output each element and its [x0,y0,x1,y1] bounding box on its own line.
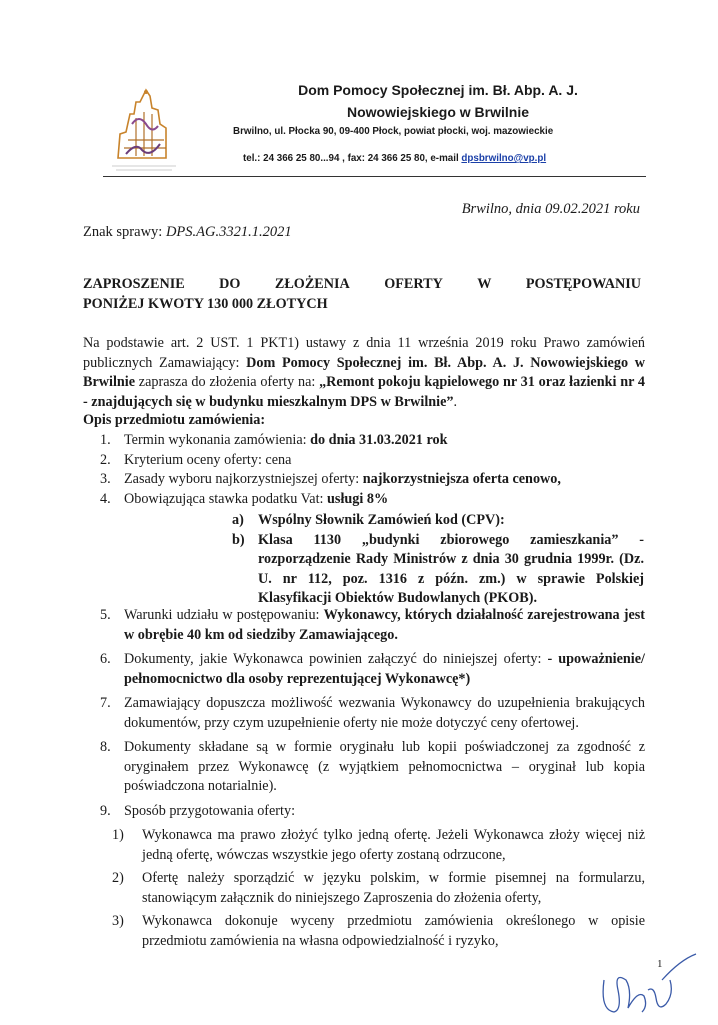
item-text: Sposób przygotowania oferty: [124,802,296,819]
item-text: Obowiązująca stawka podatku Vat: [124,490,328,507]
email-link[interactable]: dpsbrwilno@vp.pl [461,153,547,164]
title-word: ZŁOŻENIA [274,276,350,292]
document-title-line2: PONIŻEJ KWOTY 130 000 ZŁOTYCH [83,296,328,312]
sub9-list [112,826,645,951]
place-date: Brwilno, dnia 09.02.2021 roku [461,201,640,217]
item-text: Zasady wyboru najkorzystniejszej oferty: [124,471,363,487]
item-number: 3. [100,471,111,487]
sub9-number: 2) [112,870,124,886]
list-item [100,738,645,797]
institution-name-line2: Nowowiejskiego w Brwilnie [346,104,530,120]
sub9-number: 3) [112,913,124,929]
item-text: Kryterium oceny oferty: cena [124,451,292,468]
intro-end: . [453,393,458,410]
title-word: ZAPROSZENIE [83,276,185,292]
item-number: 7. [100,695,111,711]
case-label: Znak sprawy: [83,224,166,240]
case-number [83,224,292,241]
title-word: DO [219,276,241,292]
item-text: Dokumenty, jakie Wykonawca powinien załączyć do niniejszej oferty: [124,651,548,667]
item-number: 1. [100,432,111,448]
intro-institution: Dom Pomocy Społecznej im. Bł. Abp. A. J. Nowowiejskiego w Brwilnie [83,354,645,390]
handwritten-signature [592,950,702,1020]
sub9-item [112,869,645,908]
list-item [100,470,645,490]
contact-phones: tel.: 24 366 25 80...94 , fax: 24 366 25 80, e-mail [243,153,462,164]
item-text: Termin wykonania zamówienia: [124,432,311,448]
sub9-text: Wykonawca ma prawo złożyć tylko jedną ofertę. Jeżeli Wykonawca złoży więcej niż jedną ofertę, wówczas wszystkie jego oferty zostaną odrzucone, [142,827,645,863]
sub9-text: Ofertę należy sporządzić w języku polskim, w formie pisemnej na formularzu, stanowiącym załącznik do niniejszego Zaproszenia do złożenia oferty, [142,870,645,906]
case-value: DPS.AG.3321.1.2021 [165,224,292,240]
item-bold: do dnia 31.03.2021 rok [310,432,448,448]
list-item [100,431,645,451]
item-bold: - upoważnienie/ pełnomocnictwo dla osoby reprezentującej Wykonawcę*) [124,651,645,687]
sub9-item [112,912,645,951]
list-item [100,451,645,471]
item-text: Zamawiający dopuszcza możliwość wezwania Wykonawcy do uzupełnienia brakujących dokumentów, przy czym uzupełnienie oferty nie może dotyczyć ceny ofertowej. [124,695,645,731]
sub-item [232,531,644,609]
sub-item-letter: a) [232,512,244,528]
intro-text: Na podstawie art. 2 UST. 1 PKT1) ustawy z dnia 11 września 2019 roku Prawo zamówień publicznych Zamawiający: [83,335,645,371]
page-number: 1 [657,958,663,970]
item-number: 5. [100,607,111,623]
section-heading: Opis przedmiotu zamówienia: [83,412,266,428]
item-number: 8. [100,739,111,755]
sub9-text: Wykonawca dokonuje wyceny przedmiotu zamówienia określonego w opisie przedmiotu zamówienia na własna odpowiedzialność i ryzyko, [142,913,645,949]
item-number: 2. [100,451,111,468]
list-item [100,606,645,645]
sub-item-letter: b) [232,531,245,548]
institution-contact [243,153,663,164]
item-number: 4. [100,490,111,507]
document-title [83,276,641,293]
item-number: 9. [100,802,111,819]
list-item [100,490,645,510]
sub9-number: 1) [112,827,124,843]
item-text: Dokumenty składane są w formie oryginału lub kopii poświadczonej za zgodność z oryginałem przez Wykonawcę (z wyjątkiem pełnomocnictwa – oryginał lub kopia poświadczona notarialnie). [124,739,645,794]
list-item [100,694,645,733]
sub9-item [112,826,645,865]
title-word: W [477,276,492,292]
intro-paragraph [83,334,645,412]
intro-text-2: zaprasza do złożenia oferty na: [135,374,320,390]
item-bold: najkorzystniejsza oferta cenowo, [362,471,561,487]
item-text: Warunki udziału w postępowaniu: [124,607,324,623]
title-word: OFERTY [384,276,443,292]
title-word: POSTĘPOWANIU [525,276,641,292]
institution-address: Brwilno, ul. Płocka 90, 09-400 Płock, powiat płocki, woj. mazowieckie [233,126,554,137]
sub-item [232,511,644,531]
intro-subject: „Remont pokoju kąpielowego nr 31 oraz łazienki nr 4 - znajdujących się w budynku mieszkalnym DPS w Brwilnie” [83,374,645,410]
header-divider [103,176,646,177]
item-bold: usługi 8% [327,490,389,507]
items-list [100,431,645,509]
institution-name: Dom Pomocy Społecznej im. Bł. Abp. A. J. [298,82,578,98]
list-item [100,650,645,689]
sub-item-text: Wspólny Słownik Zamówień kod (CPV): [258,512,505,528]
list-item [100,802,645,822]
institution-logo [106,84,182,176]
sub-item-text: Klasa 1130 „budynki zbiorowego zamieszkania” - rozporządzenie Rady Ministrów z dnia 30 grudnia 1999r. (Dz. U. nr 112, poz. 1316 z późn. zm.) w sprawie Polskiej Klasyfikacji Obiektów Budowlanych (PKOB). [258,531,644,606]
item-number: 6. [100,651,111,667]
item-bold: Wykonawcy, których działalność zarejestrowana jest w obrębie 40 km od siedziby Zamawiającego. [124,607,645,643]
items-list-2 [100,606,645,821]
sub-items-list [232,511,644,609]
